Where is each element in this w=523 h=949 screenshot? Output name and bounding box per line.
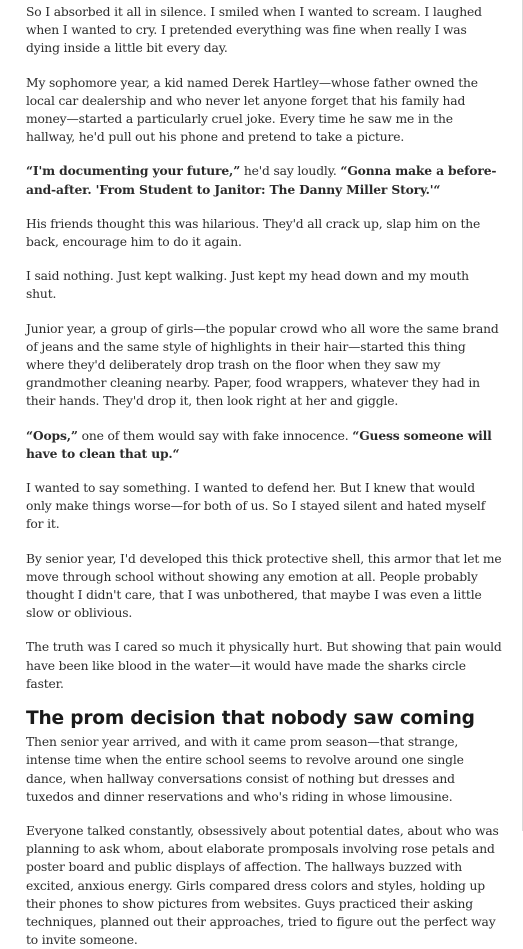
paragraph-quote	[26, 427, 502, 463]
paragraph: By senior year, I'd developed this thick protective shell, this armor that let me move through school without showing any emotion at all. People probably thought I didn't care, that I was unbothered, that maybe I was even a little slow or oblivious.	[26, 551, 502, 621]
narration-text: he'd say loudly.	[240, 164, 341, 179]
paragraph: His friends thought this was hilarious. They'd all crack up, slap him on the back, encourage him to do it again.	[26, 216, 481, 250]
narration-text: one of them would say with fake innocence.	[77, 428, 353, 443]
section-heading: The prom decision that nobody saw coming	[26, 708, 475, 730]
paragraph: Junior year, a group of girls—the popular crowd who all wore the same brand of jeans and the same style of highlights in their hair—started this thing where they'd deliberately drop trash on the floor when they saw my grandmother cleaning nearby. Paper, food wrappers, whatever they had in their hands. They'd drop it, then look right at her and giggle.	[26, 321, 499, 409]
paragraph-quote	[26, 162, 502, 198]
paragraph: My sophomore year, a kid named Derek Hartley—whose father owned the local car dealership and who never let anyone forget that his family had money—started a particularly cruel joke. Every time he saw me in the hallway, he'd pull out his phone and pretend to take a picture.	[26, 75, 478, 145]
quote-text: “I'm documenting your future,”	[26, 163, 241, 179]
paragraph: The truth was I cared so much it physically hurt. But showing that pain would have been like blood in the water—it would have made the sharks circle faster.	[26, 640, 502, 691]
paragraph: So I absorbed it all in silence. I smiled when I wanted to scream. I laughed when I wanted to cry. I pretended everything was fine when really I was dying inside a little bit every day.	[26, 5, 482, 56]
paragraph: Then senior year arrived, and with it came prom season—that strange, intense time when the entire school seems to revolve around one single dance, when hallway conversations consist of nothing but dresses and tuxedos and dinner reservations and who's riding in whose limousine.	[26, 735, 464, 804]
quote-text: “Gonna make a before-and-after. 'From Student to Janitor: The Danny Miller Story.'“	[26, 163, 497, 197]
quote-text: “Oops,”	[26, 427, 78, 443]
paragraph: I wanted to say something. I wanted to defend her. But I knew that would only make things worse—for both of us. So I stayed silent and hated myself for it.	[26, 481, 486, 532]
paragraph: Everyone talked constantly, obsessively about potential dates, about who was planning to ask whom, about elaborate promposals involving rose petals and poster board and public displays of affection. The hallways buzzed with excited, anxious energy. Girls compared dress colors and styles, holding up their phones to show pictures from websites. Guys practiced their asking techniques, planned out their approaches, tried to figure out the perfect way to invite someone.	[26, 823, 499, 948]
paragraph: I said nothing. Just kept walking. Just kept my head down and my mouth shut.	[26, 269, 469, 302]
quote-text: “Guess someone will have to clean that up.“	[26, 427, 492, 461]
